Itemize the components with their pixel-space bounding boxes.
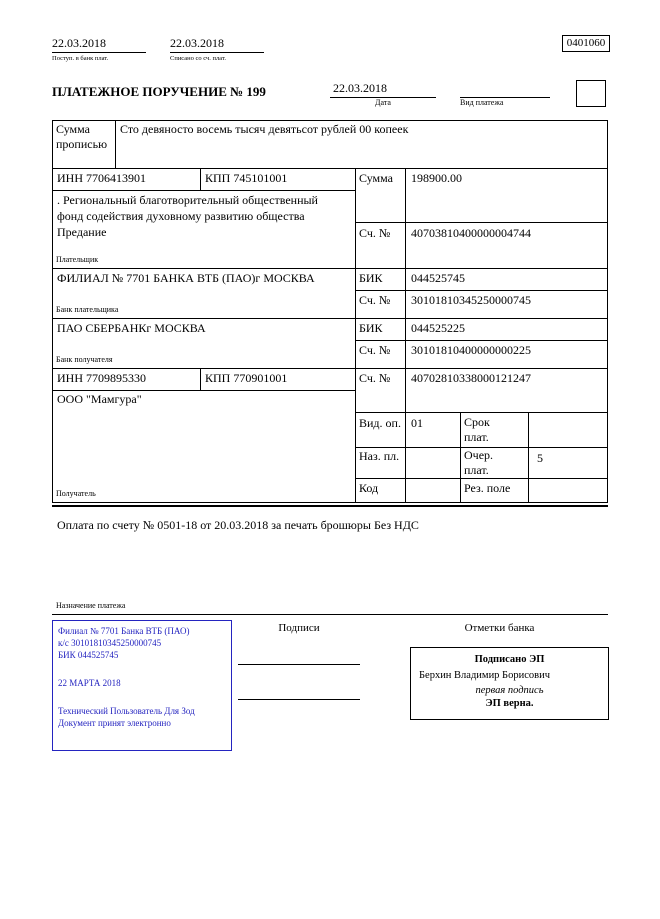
- received-date-label: Поступ. в банк плат.: [52, 55, 109, 62]
- grid-line: [115, 120, 116, 169]
- stamp-bik: БИК 044525745: [58, 650, 119, 660]
- payer-account-label: Сч. №: [359, 226, 391, 240]
- grid-line: [355, 412, 608, 413]
- payer-bank-bik-label: БИК: [359, 271, 383, 285]
- code-label: Код: [359, 481, 379, 495]
- grid-line: [355, 168, 356, 503]
- document-date-field: [330, 81, 436, 108]
- grid-line: [200, 368, 201, 391]
- grid-line-bottom-thick: [52, 505, 608, 507]
- purpose-text: Оплата по счету № 0501-18 от 20.03.2018 за печать брошюры Без НДС: [57, 518, 419, 532]
- debited-date-field: [170, 36, 264, 63]
- payee-bank-account-label: Сч. №: [359, 343, 391, 357]
- payer-inn: ИНН 7706413901: [57, 171, 146, 185]
- payee-account: 40702810338000121247: [411, 371, 531, 385]
- signature-stamp-title: Подписано ЭП: [474, 654, 545, 665]
- stamp-note: Документ принят электронно: [58, 718, 171, 728]
- document-date-label: Дата: [375, 98, 391, 107]
- debited-date-value: 22.03.2018: [170, 36, 264, 53]
- payer-kpp: КПП 745101001: [205, 171, 288, 185]
- grid-line-top: [52, 120, 608, 121]
- sum-value: 198900.00: [411, 171, 462, 185]
- document-date-value: 22.03.2018: [330, 81, 436, 98]
- payee-bank-bik-label: БИК: [359, 321, 383, 335]
- grid-line: [355, 340, 608, 341]
- debited-date-label: Списано со сч. плат.: [170, 55, 226, 62]
- payee-account-label: Сч. №: [359, 371, 391, 385]
- signature-line-1: [238, 664, 360, 665]
- signer-name: Берхин Владимир Борисович: [419, 670, 550, 681]
- received-date-value: 22.03.2018: [52, 36, 146, 53]
- signature-line-2: [238, 699, 360, 700]
- payment-kind-field: [460, 81, 550, 108]
- amount-in-words: Сто девяносто восемь тысяч девятьсот рублей 00 копеек: [120, 122, 409, 136]
- payer-bank-bik: 044525745: [411, 271, 465, 285]
- payee-name: ООО "Мамгура": [57, 392, 142, 406]
- grid-line: [355, 290, 608, 291]
- bank-stamp-box: [52, 620, 232, 751]
- grid-line: [405, 168, 406, 503]
- priority-value: 5: [537, 451, 543, 465]
- stamp-corr-account: к/с 30101810345250000745: [58, 638, 162, 648]
- payee-inn: ИНН 7709895330: [57, 371, 146, 385]
- payer-name: . Региональный благотворительный общественный фонд содействия духовному развитию общества Предание: [57, 193, 318, 239]
- grid-line: [52, 368, 608, 369]
- payee-bank-section-label: Банк получателя: [56, 355, 113, 364]
- sum-label: Сумма: [359, 171, 393, 185]
- signatures-header: Подписи: [278, 622, 320, 634]
- payee-kpp: КПП 770901001: [205, 371, 288, 385]
- payee-section-label: Получатель: [56, 489, 96, 498]
- grid-line: [528, 412, 529, 503]
- priority-label: Очер. плат.: [464, 448, 494, 477]
- signature-validity: ЭП верна.: [485, 698, 534, 709]
- received-date-field: [52, 36, 146, 63]
- payment-kind-value: [460, 81, 550, 98]
- op-kind-value: 01: [411, 416, 423, 430]
- grid-line: [460, 412, 461, 503]
- op-kind-label: Вид. оп.: [359, 416, 401, 430]
- reserve-label: Рез. поле: [464, 481, 511, 495]
- purpose-code-label: Наз. пл.: [359, 449, 400, 463]
- payee-bank-bik: 044525225: [411, 321, 465, 335]
- payment-kind-box: [576, 80, 606, 107]
- payee-bank-account: 30101810400000000225: [411, 343, 531, 357]
- grid-line: [200, 168, 201, 191]
- payer-section-label: Плательщик: [56, 255, 99, 264]
- payment-kind-label: Вид платежа: [460, 98, 504, 107]
- grid-line: [52, 390, 356, 391]
- amount-in-words-label: Сумма прописью: [56, 122, 108, 151]
- due-date-label: Срок плат.: [464, 415, 490, 444]
- bank-marks-header: Отметки банка: [464, 622, 535, 634]
- form-code-box: [562, 35, 610, 52]
- stamp-date: 22 МАРТА 2018: [58, 678, 121, 688]
- payer-bank-section-label: Банк плательщика: [56, 305, 119, 314]
- grid-line-right: [607, 120, 608, 503]
- form-code: 0401060: [566, 37, 606, 49]
- grid-line-left: [52, 120, 53, 503]
- payer-bank-account: 30101810345250000745: [411, 293, 531, 307]
- purpose-label: Назначение платежа: [56, 601, 126, 610]
- grid-line: [355, 222, 608, 223]
- document-title: ПЛАТЕЖНОЕ ПОРУЧЕНИЕ № 199: [52, 84, 266, 99]
- purpose-bottom-line: [52, 614, 608, 615]
- grid-line: [52, 268, 608, 269]
- grid-line-bottom: [52, 502, 608, 503]
- signature-stamp-box: [410, 647, 609, 720]
- stamp-bank-name: Филиал № 7701 Банка ВТБ (ПАО): [58, 626, 190, 636]
- payer-account: 40703810400000004744: [411, 226, 531, 240]
- payer-bank-account-label: Сч. №: [359, 293, 391, 307]
- signature-role: первая подпись: [475, 685, 544, 696]
- grid-line: [52, 168, 608, 169]
- payee-bank-name: ПАО СБЕРБАНКг МОСКВА: [57, 321, 206, 335]
- payer-bank-name: ФИЛИАЛ № 7701 БАНКА ВТБ (ПАО)г МОСКВА: [57, 271, 315, 285]
- grid-line: [52, 190, 356, 191]
- grid-line: [355, 478, 608, 479]
- grid-line: [52, 318, 608, 319]
- stamp-operator: Технический Пользователь Для Зод: [58, 706, 195, 716]
